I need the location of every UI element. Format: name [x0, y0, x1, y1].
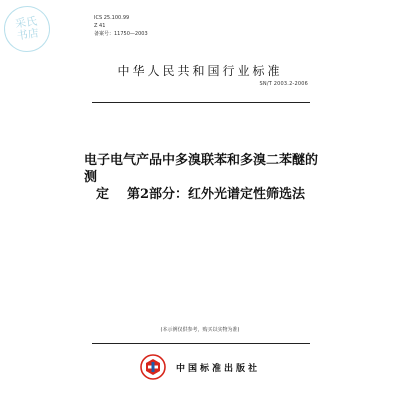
- publisher-logo-icon: [140, 354, 166, 380]
- ics-code: ICS 25.100.99: [94, 15, 130, 21]
- document-title-line-2b: 第2部分：红外光谱定性筛选法: [127, 187, 306, 202]
- classification-block: [94, 14, 148, 38]
- ccs-code: Z 41: [94, 23, 106, 29]
- document-title-line-1: 电子电气产品中多溴联苯和多溴二苯醚的测: [84, 153, 319, 185]
- standard-number: SN/T 2003.2-2006: [259, 81, 308, 87]
- publisher-block: [0, 354, 400, 380]
- sample-disclaimer: (本示例仅供参考，购买以实物为准): [160, 327, 240, 333]
- header-divider: [92, 102, 310, 103]
- document-title-line-2: [84, 186, 320, 203]
- publisher-name: 中国标准出版社: [175, 363, 260, 374]
- standard-category-title: 中华人民共和国行业标准: [117, 64, 283, 78]
- footer-divider: [92, 343, 310, 344]
- document-title: [84, 152, 320, 203]
- watermark-text: 采氏书店: [14, 14, 40, 43]
- document-title-line-2a: 定: [96, 187, 110, 202]
- record-number: 备案号：11750—2003: [94, 31, 148, 37]
- shop-watermark-seal: [1, 3, 53, 55]
